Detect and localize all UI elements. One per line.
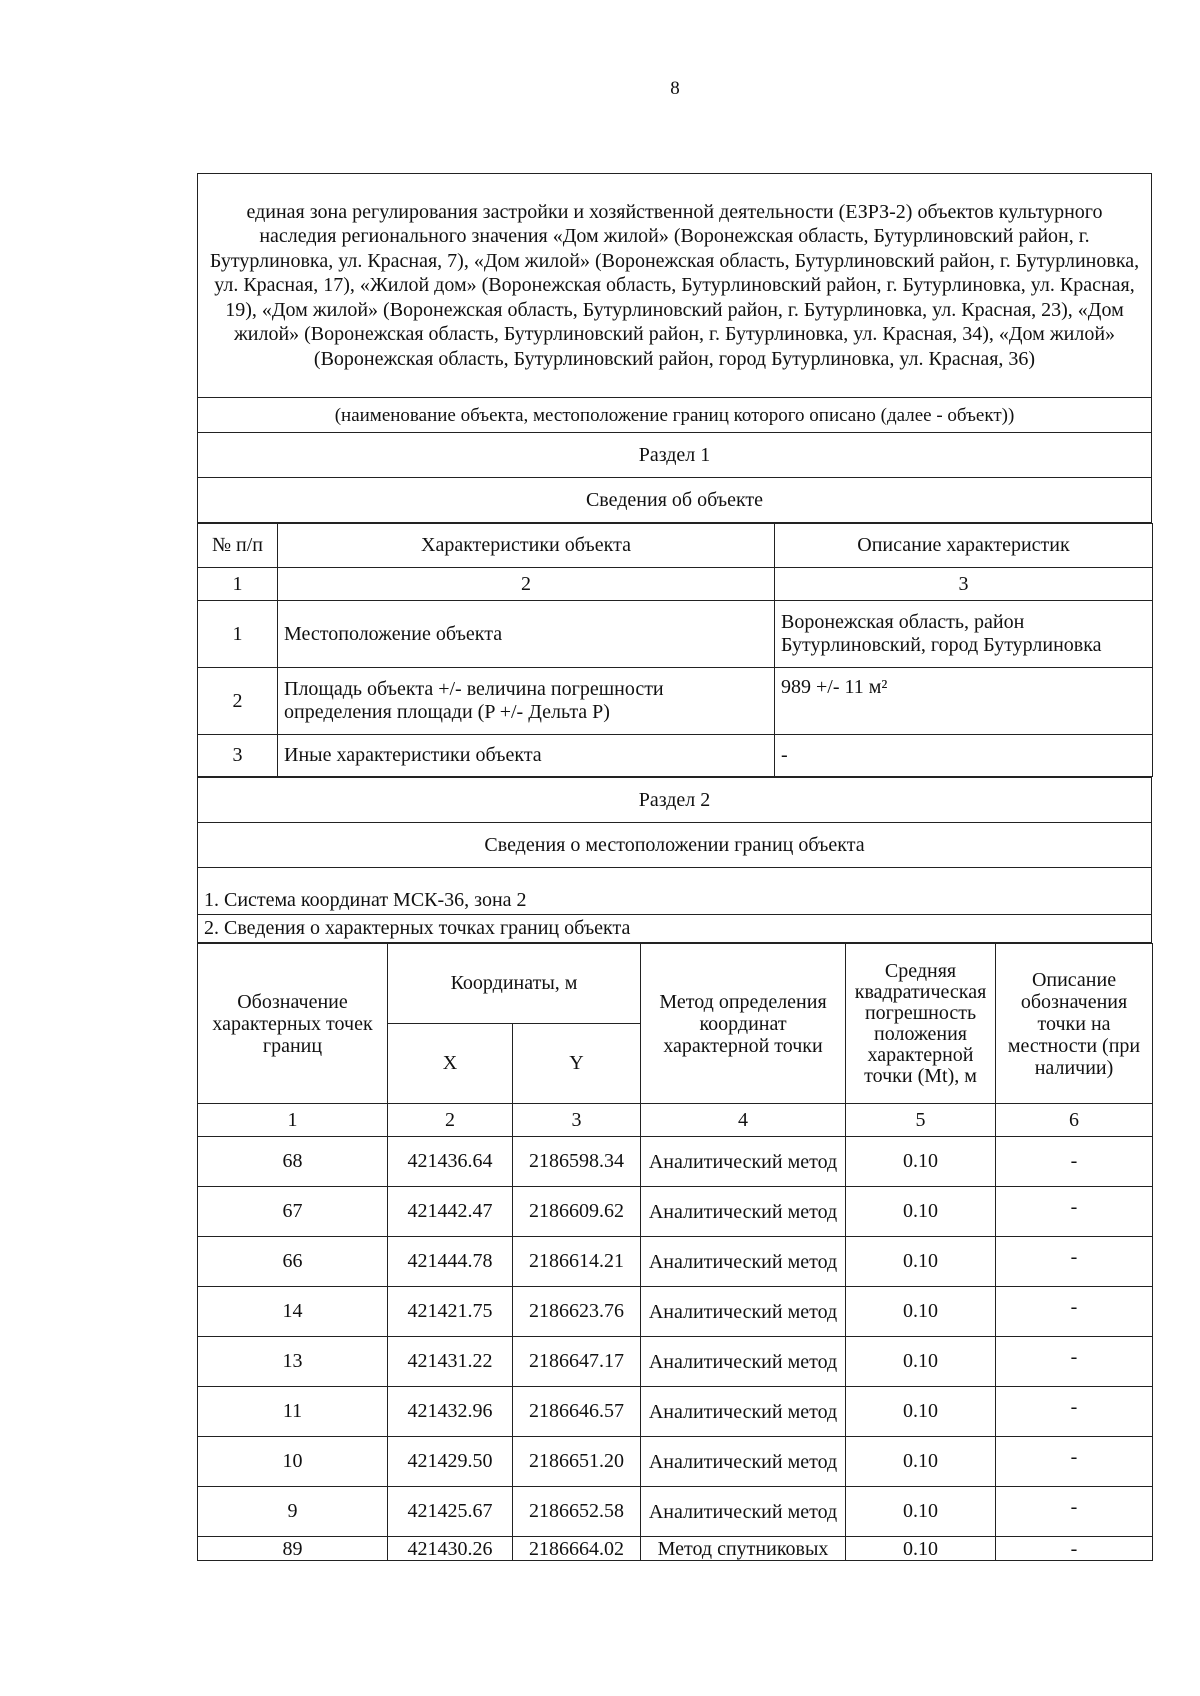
point-x: 421429.50 xyxy=(388,1437,513,1487)
point-x: 421431.22 xyxy=(388,1337,513,1387)
point-mt: 0.10 xyxy=(846,1187,996,1237)
header-x: X xyxy=(388,1024,513,1104)
header-designation: Обозначение характерных точек границ xyxy=(198,944,388,1104)
point-method: Аналитический метод xyxy=(641,1337,846,1387)
object-info-table xyxy=(197,523,1153,777)
col-number: 3 xyxy=(775,568,1153,601)
document-body xyxy=(197,173,1152,1561)
point-mt: 0.10 xyxy=(846,1337,996,1387)
table-row xyxy=(198,1187,1153,1237)
point-desc: - xyxy=(996,1187,1153,1237)
point-desc: - xyxy=(996,1137,1153,1187)
row-num: 1 xyxy=(198,601,278,668)
point-desc: - xyxy=(996,1437,1153,1487)
point-desc: - xyxy=(996,1487,1153,1537)
section2-subtitle: Сведения о местоположении границ объекта xyxy=(198,823,1152,868)
header-coords: Координаты, м xyxy=(388,944,641,1024)
point-method: Аналитический метод xyxy=(641,1387,846,1437)
point-mt: 0.10 xyxy=(846,1487,996,1537)
point-x: 421421.75 xyxy=(388,1287,513,1337)
point-x: 421442.47 xyxy=(388,1187,513,1237)
header-y: Y xyxy=(513,1024,641,1104)
point-method: Аналитический метод xyxy=(641,1437,846,1487)
page-number: 8 xyxy=(670,78,680,99)
object-header-table xyxy=(197,173,1152,523)
col-number: 3 xyxy=(513,1104,641,1137)
col-number: 4 xyxy=(641,1104,846,1137)
col-number: 2 xyxy=(278,568,775,601)
table-row xyxy=(198,1237,1153,1287)
header-method: Метод определения координат характерной точки xyxy=(641,944,846,1104)
header-mt: Средняя квадратическая погрешность положения характерной точки (Mt), м xyxy=(846,944,996,1104)
object-title: единая зона регулирования застройки и хозяйственной деятельности (ЕЗРЗ-2) объектов культурного наследия регионального значения «Дом жилой» (Воронежская область, Бутурлиновский район, г. Бутурлиновка, ул. Красная, 7), «Дом жилой» (Воронежская область, Бутурлиновский район, г. Бутурлиновка, ул. Красная, 17), «Жилой дом» (Воронежская область, Бутурлиновский район, г. Бутурлиновка, ул. Красная, 19), «Дом жилой» (Воронежская область, Бутурлиновский район, г. Бутурлиновка, ул. Красная, 23), «Дом жилой» (Воронежская область, Бутурлиновский район, г. Бутурлиновка, ул. Красная, 34), «Дом жилой» (Воронежская область, Бутурлиновский район, город Бутурлиновка, ул. Красная, 36) xyxy=(198,174,1152,398)
point-y: 2186609.62 xyxy=(513,1187,641,1237)
header-description: Описание характеристик xyxy=(775,524,1153,568)
point-id: 66 xyxy=(198,1237,388,1287)
point-id: 67 xyxy=(198,1187,388,1237)
point-y: 2186598.34 xyxy=(513,1137,641,1187)
point-mt: 0.10 xyxy=(846,1537,996,1561)
point-method: Метод спутниковых xyxy=(641,1537,846,1561)
col-number: 1 xyxy=(198,1104,388,1137)
point-mt: 0.10 xyxy=(846,1387,996,1437)
table-row xyxy=(198,1437,1153,1487)
point-desc: - xyxy=(996,1387,1153,1437)
point-y: 2186614.21 xyxy=(513,1237,641,1287)
point-y: 2186652.58 xyxy=(513,1487,641,1537)
row-value: Воронежская область, район Бутурлиновский, город Бутурлиновка xyxy=(775,601,1153,668)
table-row xyxy=(198,1287,1153,1337)
point-id: 11 xyxy=(198,1387,388,1437)
point-mt: 0.10 xyxy=(846,1437,996,1487)
row-name: Площадь объекта +/- величина погрешности определения площади (P +/- Дельта P) xyxy=(278,668,775,735)
point-y: 2186647.17 xyxy=(513,1337,641,1387)
table-row xyxy=(198,1337,1153,1387)
row-num: 3 xyxy=(198,735,278,777)
point-mt: 0.10 xyxy=(846,1237,996,1287)
point-desc: - xyxy=(996,1237,1153,1287)
point-id: 14 xyxy=(198,1287,388,1337)
header-desc: Описание обозначения точки на местности (при наличии) xyxy=(996,944,1153,1104)
point-y: 2186646.57 xyxy=(513,1387,641,1437)
col-number: 6 xyxy=(996,1104,1153,1137)
points-table xyxy=(197,943,1153,1561)
col-number: 2 xyxy=(388,1104,513,1137)
section1-title: Раздел 1 xyxy=(198,433,1152,478)
table-row xyxy=(198,1537,1153,1561)
row-num: 2 xyxy=(198,668,278,735)
coordinate-system: 1. Система координат МСК-36, зона 2 xyxy=(198,868,1152,915)
point-method: Аналитический метод xyxy=(641,1287,846,1337)
point-method: Аналитический метод xyxy=(641,1137,846,1187)
point-id: 10 xyxy=(198,1437,388,1487)
header-characteristics: Характеристики объекта xyxy=(278,524,775,568)
row-value: - xyxy=(775,735,1153,777)
header-num: № п/п xyxy=(198,524,278,568)
point-x: 421425.67 xyxy=(388,1487,513,1537)
point-x: 421436.64 xyxy=(388,1137,513,1187)
point-id: 68 xyxy=(198,1137,388,1187)
point-desc: - xyxy=(996,1537,1153,1561)
point-y: 2186664.02 xyxy=(513,1537,641,1561)
col-number: 5 xyxy=(846,1104,996,1137)
point-mt: 0.10 xyxy=(846,1287,996,1337)
point-x: 421430.26 xyxy=(388,1537,513,1561)
section2-header-table xyxy=(197,777,1152,943)
point-desc: - xyxy=(996,1287,1153,1337)
point-id: 89 xyxy=(198,1537,388,1561)
row-name: Местоположение объекта xyxy=(278,601,775,668)
section2-title: Раздел 2 xyxy=(198,778,1152,823)
point-x: 421432.96 xyxy=(388,1387,513,1437)
table-row xyxy=(198,1387,1153,1437)
point-desc: - xyxy=(996,1337,1153,1387)
point-x: 421444.78 xyxy=(388,1237,513,1287)
point-method: Аналитический метод xyxy=(641,1237,846,1287)
row-value: 989 +/- 11 м² xyxy=(775,668,1153,735)
table-row xyxy=(198,1487,1153,1537)
row-name: Иные характеристики объекта xyxy=(278,735,775,777)
points-heading: 2. Сведения о характерных точках границ объекта xyxy=(198,915,1152,943)
point-y: 2186623.76 xyxy=(513,1287,641,1337)
point-id: 9 xyxy=(198,1487,388,1537)
object-caption: (наименование объекта, местоположение границ которого описано (далее - объект)) xyxy=(198,398,1152,433)
point-mt: 0.10 xyxy=(846,1137,996,1187)
section1-subtitle: Сведения об объекте xyxy=(198,478,1152,523)
point-id: 13 xyxy=(198,1337,388,1387)
table-row xyxy=(198,1137,1153,1187)
col-number: 1 xyxy=(198,568,278,601)
point-y: 2186651.20 xyxy=(513,1437,641,1487)
point-method: Аналитический метод xyxy=(641,1487,846,1537)
point-method: Аналитический метод xyxy=(641,1187,846,1237)
